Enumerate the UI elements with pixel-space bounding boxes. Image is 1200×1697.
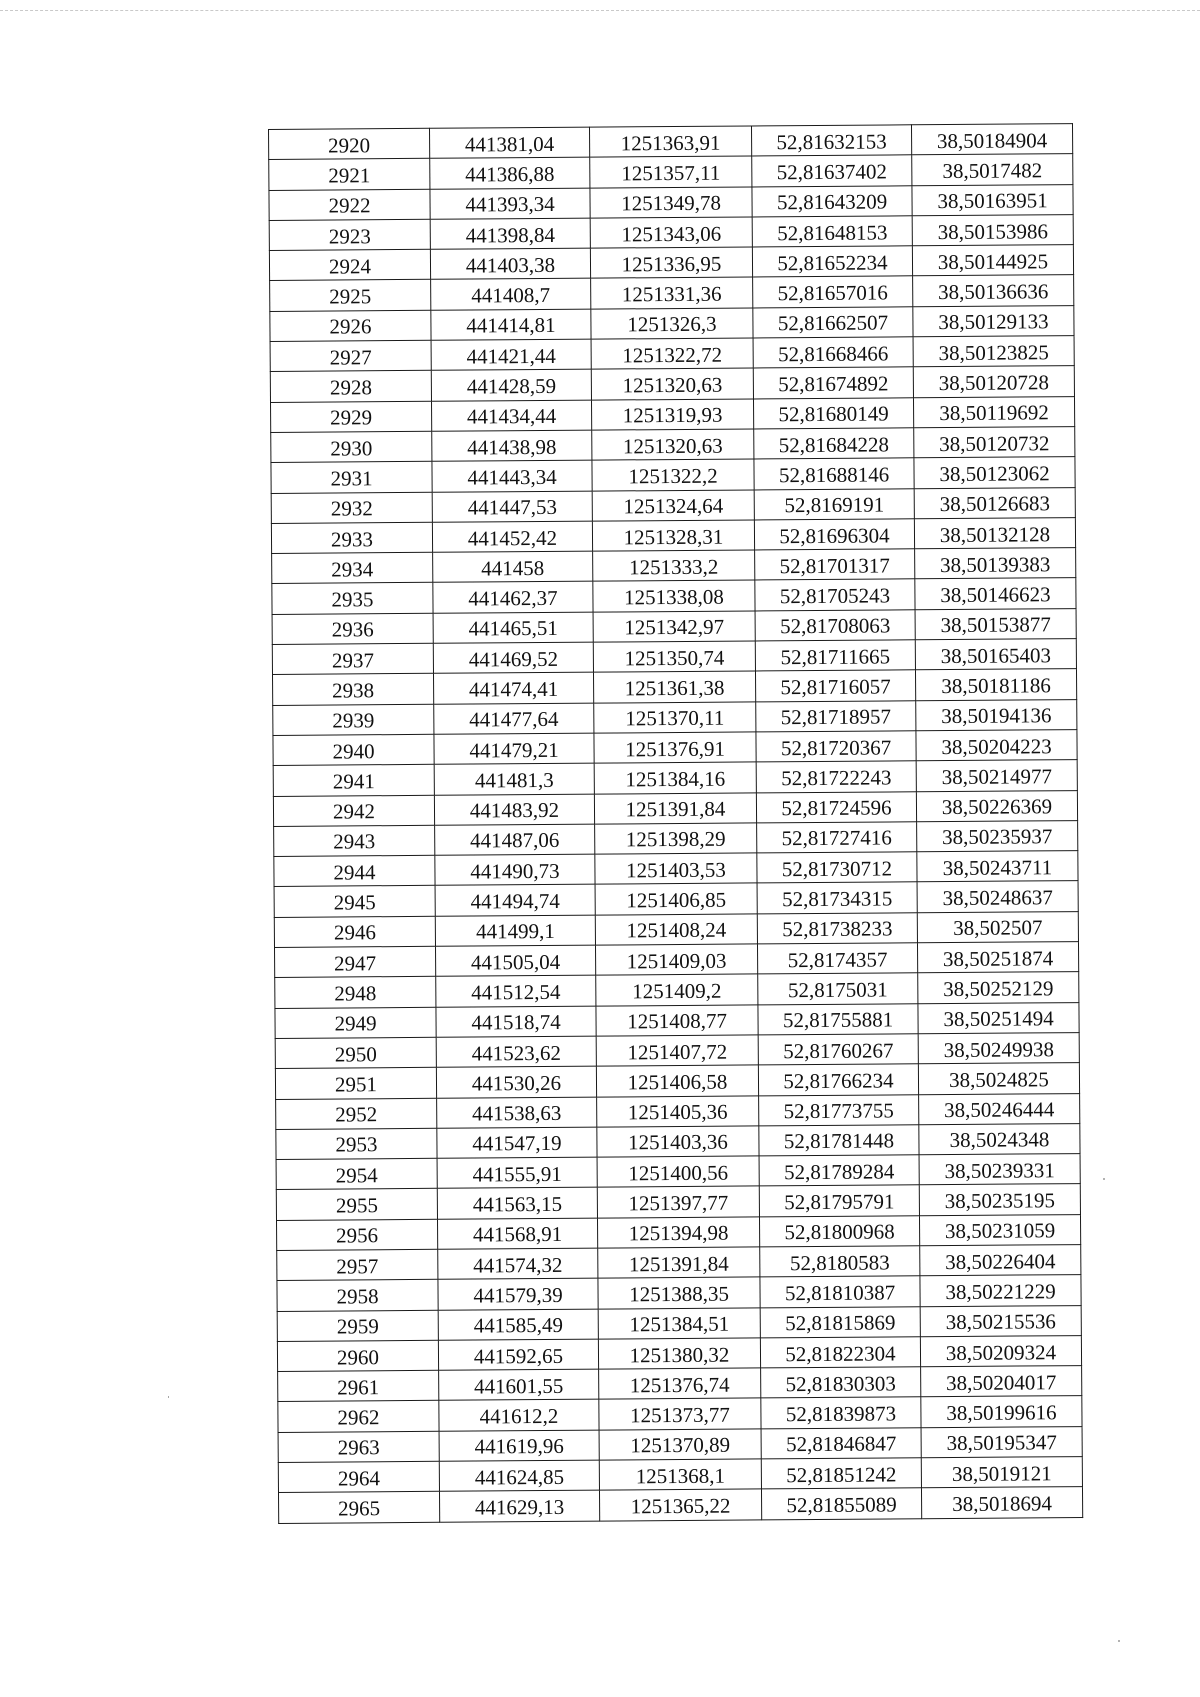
longitude-cell: 38,50249938 — [918, 1032, 1079, 1063]
point-number-cell: 2930 — [271, 431, 432, 462]
point-number-cell: 2954 — [276, 1158, 437, 1189]
point-number-cell: 2945 — [274, 886, 435, 917]
longitude-cell: 38,50209324 — [920, 1335, 1081, 1366]
longitude-cell: 38,50226369 — [916, 790, 1077, 821]
x-coordinate-cell: 441458 — [433, 551, 593, 582]
longitude-cell: 38,50132128 — [914, 517, 1075, 548]
latitude-cell: 52,81855089 — [761, 1488, 921, 1519]
longitude-cell: 38,50163951 — [912, 184, 1073, 215]
y-coordinate-cell: 1251320,63 — [591, 368, 753, 399]
y-coordinate-cell: 1251403,53 — [595, 853, 757, 884]
point-number-cell: 2944 — [274, 855, 435, 886]
longitude-cell: 38,50239331 — [919, 1154, 1080, 1185]
y-coordinate-cell: 1251391,84 — [598, 1247, 760, 1278]
y-coordinate-cell: 1251370,11 — [594, 702, 756, 733]
y-coordinate-cell: 1251357,11 — [590, 156, 752, 187]
latitude-cell: 52,81755881 — [758, 1003, 918, 1034]
scan-speck — [1103, 1178, 1105, 1180]
longitude-cell: 38,502507 — [917, 911, 1078, 942]
longitude-cell: 38,50214977 — [916, 760, 1077, 791]
longitude-cell: 38,50199616 — [921, 1396, 1082, 1427]
point-number-cell: 2940 — [273, 734, 434, 765]
point-number-cell: 2953 — [276, 1128, 437, 1159]
x-coordinate-cell: 441408,7 — [431, 279, 591, 310]
latitude-cell: 52,81708063 — [755, 610, 915, 641]
point-number-cell: 2921 — [269, 159, 430, 190]
point-number-cell: 2924 — [269, 250, 430, 281]
y-coordinate-cell: 1251370,89 — [599, 1429, 761, 1460]
x-coordinate-cell: 441585,49 — [438, 1309, 598, 1340]
point-number-cell: 2963 — [278, 1431, 439, 1462]
longitude-cell: 38,50235937 — [917, 820, 1078, 851]
x-coordinate-cell: 441592,65 — [438, 1339, 598, 1370]
y-coordinate-cell: 1251342,97 — [593, 611, 755, 642]
point-number-cell: 2942 — [273, 795, 434, 826]
latitude-cell: 52,81760267 — [758, 1034, 918, 1065]
longitude-cell: 38,5019121 — [921, 1457, 1082, 1488]
x-coordinate-cell: 441465,51 — [433, 612, 593, 643]
latitude-cell: 52,81637402 — [752, 155, 912, 186]
x-coordinate-cell: 441386,88 — [430, 157, 590, 188]
point-number-cell: 2950 — [275, 1037, 436, 1068]
x-coordinate-cell: 441428,59 — [431, 370, 591, 401]
point-number-cell: 2933 — [271, 522, 432, 553]
point-number-cell: 2960 — [277, 1340, 438, 1371]
y-coordinate-cell: 1251333,2 — [593, 550, 755, 581]
y-coordinate-cell: 1251322,72 — [591, 338, 753, 369]
y-coordinate-cell: 1251398,29 — [595, 823, 757, 854]
longitude-cell: 38,50153877 — [915, 608, 1076, 639]
latitude-cell: 52,81657016 — [753, 276, 913, 307]
point-number-cell: 2922 — [269, 189, 430, 220]
point-number-cell: 2943 — [274, 825, 435, 856]
y-coordinate-cell: 1251380,32 — [598, 1338, 760, 1369]
x-coordinate-cell: 441568,91 — [437, 1218, 597, 1249]
x-coordinate-cell: 441624,85 — [439, 1460, 599, 1491]
latitude-cell: 52,81701317 — [755, 549, 915, 580]
y-coordinate-cell: 1251331,36 — [591, 277, 753, 308]
point-number-cell: 2965 — [278, 1492, 439, 1523]
latitude-cell: 52,81795791 — [759, 1185, 919, 1216]
longitude-cell: 38,50129133 — [913, 305, 1074, 336]
x-coordinate-cell: 441499,1 — [435, 915, 595, 946]
latitude-cell: 52,81773755 — [759, 1094, 919, 1125]
y-coordinate-cell: 1251376,91 — [594, 732, 756, 763]
latitude-cell: 52,81846847 — [761, 1428, 921, 1459]
x-coordinate-cell: 441538,63 — [437, 1097, 597, 1128]
latitude-cell: 52,81716057 — [755, 670, 915, 701]
latitude-cell: 52,81722243 — [756, 761, 916, 792]
longitude-cell: 38,50246444 — [919, 1093, 1080, 1124]
y-coordinate-cell: 1251384,16 — [594, 762, 756, 793]
point-number-cell: 2935 — [272, 583, 433, 614]
point-number-cell: 2929 — [271, 401, 432, 432]
y-coordinate-cell: 1251338,08 — [593, 580, 755, 611]
x-coordinate-cell: 441563,15 — [437, 1188, 597, 1219]
y-coordinate-cell: 1251403,36 — [597, 1126, 759, 1157]
latitude-cell: 52,81730712 — [757, 852, 917, 883]
latitude-cell: 52,81734315 — [757, 882, 917, 913]
latitude-cell: 52,81822304 — [760, 1337, 920, 1368]
x-coordinate-cell: 441398,84 — [430, 218, 590, 249]
point-number-cell: 2936 — [272, 613, 433, 644]
latitude-cell: 52,81662507 — [753, 307, 913, 338]
y-coordinate-cell: 1251408,77 — [596, 1005, 758, 1036]
x-coordinate-cell: 441612,2 — [439, 1400, 599, 1431]
longitude-cell: 38,50120728 — [913, 366, 1074, 397]
longitude-cell: 38,50165403 — [915, 639, 1076, 670]
longitude-cell: 38,50226404 — [920, 1245, 1081, 1276]
y-coordinate-cell: 1251322,2 — [592, 459, 754, 490]
point-number-cell: 2932 — [271, 492, 432, 523]
x-coordinate-cell: 441494,74 — [435, 885, 595, 916]
x-coordinate-cell: 441462,37 — [433, 582, 593, 613]
y-coordinate-cell: 1251326,3 — [591, 308, 753, 339]
x-coordinate-cell: 441438,98 — [432, 430, 592, 461]
longitude-cell: 38,5024825 — [918, 1063, 1079, 1094]
y-coordinate-cell: 1251319,93 — [591, 399, 753, 430]
latitude-cell: 52,81643209 — [752, 185, 912, 216]
scan-speck — [1118, 1640, 1120, 1642]
longitude-cell: 38,5024348 — [919, 1123, 1080, 1154]
y-coordinate-cell: 1251384,51 — [598, 1308, 760, 1339]
longitude-cell: 38,50204017 — [921, 1366, 1082, 1397]
x-coordinate-cell: 441574,32 — [438, 1248, 598, 1279]
latitude-cell: 52,8180583 — [760, 1246, 920, 1277]
longitude-cell: 38,50139383 — [915, 548, 1076, 579]
point-number-cell: 2948 — [275, 977, 436, 1008]
latitude-cell: 52,81711665 — [755, 640, 915, 671]
latitude-cell: 52,81851242 — [761, 1458, 921, 1489]
longitude-cell: 38,50119692 — [913, 396, 1074, 427]
y-coordinate-cell: 1251373,77 — [599, 1398, 761, 1429]
longitude-cell: 38,5018694 — [921, 1487, 1082, 1518]
x-coordinate-cell: 441601,55 — [439, 1369, 599, 1400]
x-coordinate-cell: 441629,13 — [439, 1490, 599, 1521]
longitude-cell: 38,50181186 — [915, 669, 1076, 700]
y-coordinate-cell: 1251324,64 — [592, 490, 754, 521]
latitude-cell: 52,81830303 — [761, 1367, 921, 1398]
x-coordinate-cell: 441469,52 — [433, 642, 593, 673]
latitude-cell: 52,81800968 — [759, 1215, 919, 1246]
coordinates-table — [268, 123, 1083, 1524]
longitude-cell: 38,50144925 — [912, 245, 1073, 276]
y-coordinate-cell: 1251394,98 — [597, 1217, 759, 1248]
latitude-cell: 52,81652234 — [752, 246, 912, 277]
x-coordinate-cell: 441490,73 — [435, 854, 595, 885]
longitude-cell: 38,50215536 — [920, 1305, 1081, 1336]
point-number-cell: 2952 — [276, 1098, 437, 1129]
latitude-cell: 52,81696304 — [754, 519, 914, 550]
y-coordinate-cell: 1251361,38 — [593, 671, 755, 702]
coordinates-table-body — [269, 124, 1083, 1524]
longitude-cell: 38,50251874 — [917, 942, 1078, 973]
point-number-cell: 2946 — [274, 916, 435, 947]
x-coordinate-cell: 441479,21 — [434, 733, 594, 764]
longitude-cell: 38,50120732 — [914, 427, 1075, 458]
y-coordinate-cell: 1251328,31 — [592, 520, 754, 551]
point-number-cell: 2920 — [269, 128, 430, 159]
longitude-cell: 38,50248637 — [917, 881, 1078, 912]
longitude-cell: 38,50195347 — [921, 1426, 1082, 1457]
point-number-cell: 2951 — [275, 1067, 436, 1098]
point-number-cell: 2941 — [273, 765, 434, 796]
longitude-cell: 38,50146623 — [915, 578, 1076, 609]
x-coordinate-cell: 441547,19 — [437, 1127, 597, 1158]
x-coordinate-cell: 441523,62 — [436, 1036, 596, 1067]
point-number-cell: 2956 — [276, 1219, 437, 1250]
y-coordinate-cell: 1251363,91 — [589, 126, 751, 157]
y-coordinate-cell: 1251350,74 — [593, 641, 755, 672]
y-coordinate-cell: 1251343,06 — [590, 217, 752, 248]
point-number-cell: 2957 — [277, 1249, 438, 1280]
longitude-cell: 38,50153986 — [912, 214, 1073, 245]
longitude-cell: 38,50235195 — [919, 1184, 1080, 1215]
y-coordinate-cell: 1251407,72 — [596, 1035, 758, 1066]
x-coordinate-cell: 441512,54 — [436, 975, 596, 1006]
longitude-cell: 38,5017482 — [912, 154, 1073, 185]
point-number-cell: 2962 — [278, 1401, 439, 1432]
point-number-cell: 2925 — [270, 280, 431, 311]
latitude-cell: 52,81680149 — [753, 397, 913, 428]
latitude-cell: 52,81720367 — [756, 731, 916, 762]
longitude-cell: 38,50251494 — [918, 1002, 1079, 1033]
latitude-cell: 52,81781448 — [759, 1125, 919, 1156]
x-coordinate-cell: 441518,74 — [436, 1006, 596, 1037]
x-coordinate-cell: 441474,41 — [433, 672, 593, 703]
longitude-cell: 38,50184904 — [911, 124, 1072, 155]
latitude-cell: 52,8169191 — [754, 488, 914, 519]
coordinates-sheet — [268, 123, 1082, 1524]
latitude-cell: 52,81766234 — [758, 1064, 918, 1095]
latitude-cell: 52,81727416 — [757, 822, 917, 853]
x-coordinate-cell: 441619,96 — [439, 1430, 599, 1461]
latitude-cell: 52,81724596 — [756, 791, 916, 822]
point-number-cell: 2947 — [274, 946, 435, 977]
table-row — [278, 1487, 1082, 1523]
point-number-cell: 2923 — [269, 219, 430, 250]
point-number-cell: 2959 — [277, 1310, 438, 1341]
longitude-cell: 38,50123825 — [913, 336, 1074, 367]
longitude-cell: 38,50136636 — [913, 275, 1074, 306]
x-coordinate-cell: 441481,3 — [434, 763, 594, 794]
point-number-cell: 2937 — [272, 643, 433, 674]
y-coordinate-cell: 1251391,84 — [594, 792, 756, 823]
latitude-cell: 52,81718957 — [756, 700, 916, 731]
scan-speck — [168, 1396, 169, 1398]
point-number-cell: 2964 — [278, 1461, 439, 1492]
y-coordinate-cell: 1251405,36 — [597, 1095, 759, 1126]
x-coordinate-cell: 441393,34 — [430, 188, 590, 219]
point-number-cell: 2961 — [278, 1370, 439, 1401]
x-coordinate-cell: 441452,42 — [432, 521, 592, 552]
longitude-cell: 38,50123062 — [914, 457, 1075, 488]
longitude-cell: 38,50126683 — [914, 487, 1075, 518]
point-number-cell: 2955 — [276, 1189, 437, 1220]
point-number-cell: 2949 — [275, 1007, 436, 1038]
point-number-cell: 2958 — [277, 1280, 438, 1311]
point-number-cell: 2931 — [271, 462, 432, 493]
x-coordinate-cell: 441447,53 — [432, 491, 592, 522]
point-number-cell: 2934 — [272, 552, 433, 583]
point-number-cell: 2927 — [270, 340, 431, 371]
x-coordinate-cell: 441403,38 — [430, 248, 590, 279]
point-number-cell: 2926 — [270, 310, 431, 341]
x-coordinate-cell: 441487,06 — [435, 824, 595, 855]
longitude-cell: 38,50194136 — [916, 699, 1077, 730]
latitude-cell: 52,81839873 — [761, 1397, 921, 1428]
latitude-cell: 52,81648153 — [752, 216, 912, 247]
latitude-cell: 52,81738233 — [757, 912, 917, 943]
y-coordinate-cell: 1251336,95 — [590, 247, 752, 278]
longitude-cell: 38,50204223 — [916, 730, 1077, 761]
point-number-cell: 2938 — [273, 674, 434, 705]
x-coordinate-cell: 441414,81 — [431, 309, 591, 340]
y-coordinate-cell: 1251365,22 — [599, 1489, 761, 1520]
latitude-cell: 52,8175031 — [758, 973, 918, 1004]
latitude-cell: 52,81684228 — [754, 428, 914, 459]
y-coordinate-cell: 1251397,77 — [597, 1186, 759, 1217]
latitude-cell: 52,81815869 — [760, 1306, 920, 1337]
y-coordinate-cell: 1251408,24 — [595, 914, 757, 945]
longitude-cell: 38,50231059 — [919, 1214, 1080, 1245]
y-coordinate-cell: 1251320,63 — [592, 429, 754, 460]
x-coordinate-cell: 441434,44 — [431, 400, 591, 431]
point-number-cell: 2939 — [273, 704, 434, 735]
scan-edge-line — [0, 10, 1200, 11]
x-coordinate-cell: 441477,64 — [434, 703, 594, 734]
y-coordinate-cell: 1251400,56 — [597, 1156, 759, 1187]
latitude-cell: 52,81789284 — [759, 1155, 919, 1186]
point-number-cell: 2928 — [270, 371, 431, 402]
latitude-cell: 52,8174357 — [757, 943, 917, 974]
y-coordinate-cell: 1251406,58 — [596, 1065, 758, 1096]
y-coordinate-cell: 1251409,03 — [595, 944, 757, 975]
y-coordinate-cell: 1251406,85 — [595, 883, 757, 914]
x-coordinate-cell: 441505,04 — [435, 945, 595, 976]
latitude-cell: 52,81688146 — [754, 458, 914, 489]
y-coordinate-cell: 1251349,78 — [590, 187, 752, 218]
y-coordinate-cell: 1251388,35 — [598, 1277, 760, 1308]
latitude-cell: 52,81632153 — [751, 125, 911, 156]
x-coordinate-cell: 441483,92 — [434, 794, 594, 825]
longitude-cell: 38,50243711 — [917, 851, 1078, 882]
longitude-cell: 38,50252129 — [918, 972, 1079, 1003]
y-coordinate-cell: 1251376,74 — [599, 1368, 761, 1399]
x-coordinate-cell: 441579,39 — [438, 1278, 598, 1309]
x-coordinate-cell: 441381,04 — [429, 127, 589, 158]
latitude-cell: 52,81810387 — [760, 1276, 920, 1307]
y-coordinate-cell: 1251409,2 — [596, 974, 758, 1005]
x-coordinate-cell: 441555,91 — [437, 1157, 597, 1188]
x-coordinate-cell: 441530,26 — [436, 1066, 596, 1097]
latitude-cell: 52,81668466 — [753, 337, 913, 368]
latitude-cell: 52,81705243 — [755, 579, 915, 610]
latitude-cell: 52,81674892 — [753, 367, 913, 398]
y-coordinate-cell: 1251368,1 — [599, 1459, 761, 1490]
x-coordinate-cell: 441443,34 — [432, 460, 592, 491]
x-coordinate-cell: 441421,44 — [431, 339, 591, 370]
longitude-cell: 38,50221229 — [920, 1275, 1081, 1306]
